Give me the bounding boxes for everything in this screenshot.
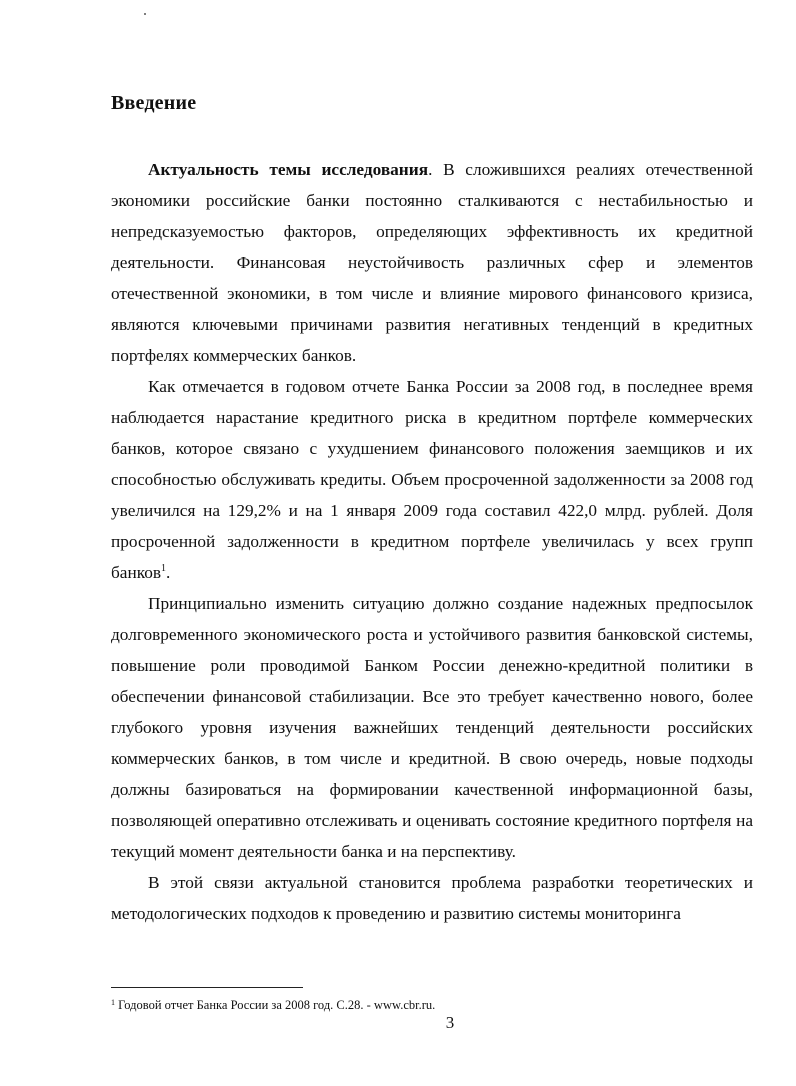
paragraph-lead: Актуальность темы исследования [148,160,429,179]
body-text [111,154,753,929]
scan-speck [144,13,146,15]
footnote-text: Годовой отчет Банка России за 2008 год. С.28. - www.cbr.ru. [115,998,436,1012]
footnote-marker: 1 [111,998,115,1007]
paragraph-tail: . [166,563,171,582]
paragraph-3 [111,588,753,867]
paragraph-text: Принципиально изменить ситуацию должно создание надежных предпосылок долговременного экономического роста и устойчивого развития банковской системы, повышение роли проводимой Банком России денежно-кредитной политики в обеспечении финансовой стабилизации. Все это требует качественно нового, более глубокого уровня изучения важнейших тенденций деятельности российских коммерческих банков, в том числе и кредитной. В свою очередь, новые подходы должны базироваться на формировании качественной информационной базы, позволяющей оперативно отслеживать и оценивать состояние кредитного портфеля на текущий момент деятельности банка и на перспективу. [111,594,753,861]
section-heading: Введение [111,92,197,114]
footnote [111,997,435,1013]
paragraph-2 [111,371,753,588]
paragraph-text: Как отмечается в годовом отчете Банка России за 2008 год, в последнее время наблюдается нарастание кредитного риска в кредитном портфеле коммерческих банков, которое связано с ухудшением финансового положения заемщиков и их способностью обслуживать кредиты. Объем просроченной задолженности за 2008 год увеличился на 129,2% и на 1 января 2009 года составил 422,0 млрд. рублей. Доля просроченной задолженности в кредитном портфеле увеличилась у всех групп банков [111,377,753,582]
paragraph-text: В этой связи актуальной становится проблема разработки теоретических и методологических подходов к проведению и развитию системы мониторинга [111,873,753,923]
paragraph-text: . В сложившихся реалиях отечественной экономики российские банки постоянно сталкиваются с нестабильностью и непредсказуемостью факторов, определяющих эффективность их кредитной деятельности. Финансовая неустойчивость различных сфер и элементов отечественной экономики, в том числе и влияние мирового финансового кризиса, являются ключевыми причинами развития негативных тенденций в кредитных портфелях коммерческих банков. [111,160,754,365]
footnote-divider [111,987,303,988]
footnote-reference: 1 [161,563,167,574]
paragraph-4 [111,867,753,929]
page-number: 3 [445,1013,455,1032]
paragraph-1 [111,154,753,371]
